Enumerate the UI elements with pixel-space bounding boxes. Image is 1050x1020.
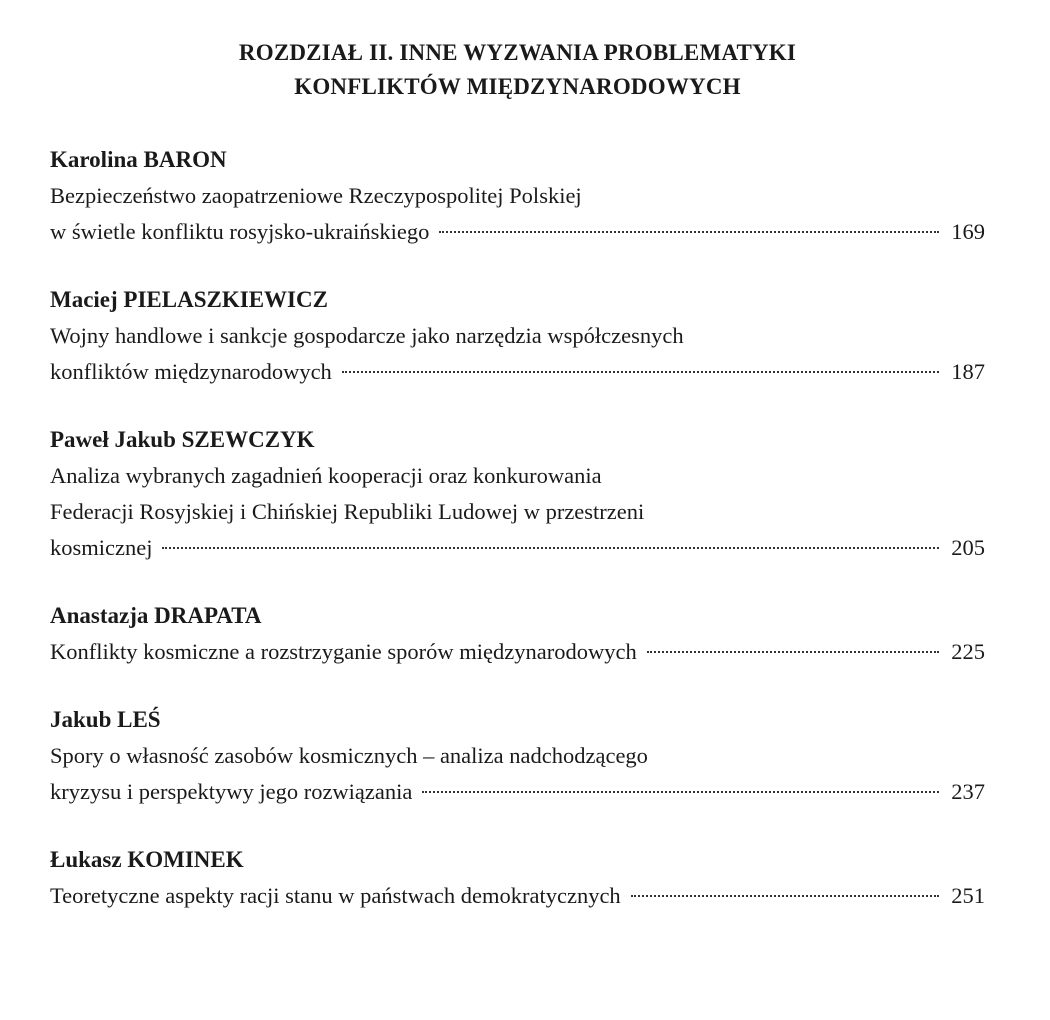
dot-leader	[422, 791, 939, 793]
entry-title-text: Konflikty kosmiczne a rozstrzyganie sporów międzynarodowych	[50, 639, 637, 664]
entry-author: Karolina BARON	[50, 147, 227, 172]
dot-leader	[162, 547, 939, 549]
entry-page-number: 205	[951, 535, 985, 560]
entry-title-line: Bezpieczeństwo zaopatrzeniowe Rzeczypospolitej Polskiej	[50, 183, 582, 208]
entry-title-text: w świetle konfliktu rosyjsko-ukraińskiego	[50, 219, 430, 244]
entry-page-number: 225	[951, 639, 985, 664]
toc-entry	[50, 422, 985, 566]
entry-page-number: 251	[951, 883, 985, 908]
toc-entries	[50, 142, 985, 946]
toc-entry	[50, 702, 985, 810]
toc-entry	[50, 142, 985, 250]
entry-author: Maciej PIELASZKIEWICZ	[50, 287, 328, 312]
entry-title-line: Spory o własność zasobów kosmicznych – analiza nadchodzącego	[50, 743, 648, 768]
toc-entry	[50, 282, 985, 390]
entry-title-text: Teoretyczne aspekty racji stanu w państwach demokratycznych	[50, 883, 621, 908]
toc-entry	[50, 842, 985, 914]
entry-author: Paweł Jakub SZEWCZYK	[50, 427, 315, 452]
entry-title-text: kryzysu i perspektywy jego rozwiązania	[50, 779, 413, 804]
entry-author: Łukasz KOMINEK	[50, 847, 244, 872]
entry-page-number: 237	[951, 779, 985, 804]
entry-title-last-line	[50, 878, 985, 914]
entry-page-number: 169	[951, 219, 985, 244]
entry-title-last-line	[50, 634, 985, 670]
dot-leader	[342, 371, 939, 373]
entry-title-text: kosmicznej	[50, 535, 153, 560]
entry-title-line: Federacji Rosyjskiej i Chińskiej Republiki Ludowej w przestrzeni	[50, 499, 645, 524]
chapter-title-line-1: ROZDZIAŁ II. INNE WYZWANIA PROBLEMATYKI	[238, 40, 797, 65]
entry-title-line: Wojny handlowe i sankcje gospodarcze jako narzędzia współczesnych	[50, 323, 684, 348]
chapter-title-line-2: KONFLIKTÓW MIĘDZYNARODOWYCH	[294, 74, 741, 99]
dot-leader	[631, 895, 940, 897]
dot-leader	[647, 651, 940, 653]
chapter-heading	[50, 36, 985, 104]
entry-title-last-line	[50, 530, 985, 566]
entry-page-number: 187	[951, 359, 985, 384]
entry-author: Anastazja DRAPATA	[50, 603, 262, 628]
entry-author: Jakub LEŚ	[50, 707, 161, 732]
entry-title-last-line	[50, 774, 985, 810]
entry-title-last-line	[50, 354, 985, 390]
entry-title-line: Analiza wybranych zagadnień kooperacji oraz konkurowania	[50, 463, 602, 488]
toc-entry	[50, 598, 985, 670]
entry-title-last-line	[50, 214, 985, 250]
dot-leader	[439, 231, 939, 233]
entry-title-text: konfliktów międzynarodowych	[50, 359, 332, 384]
